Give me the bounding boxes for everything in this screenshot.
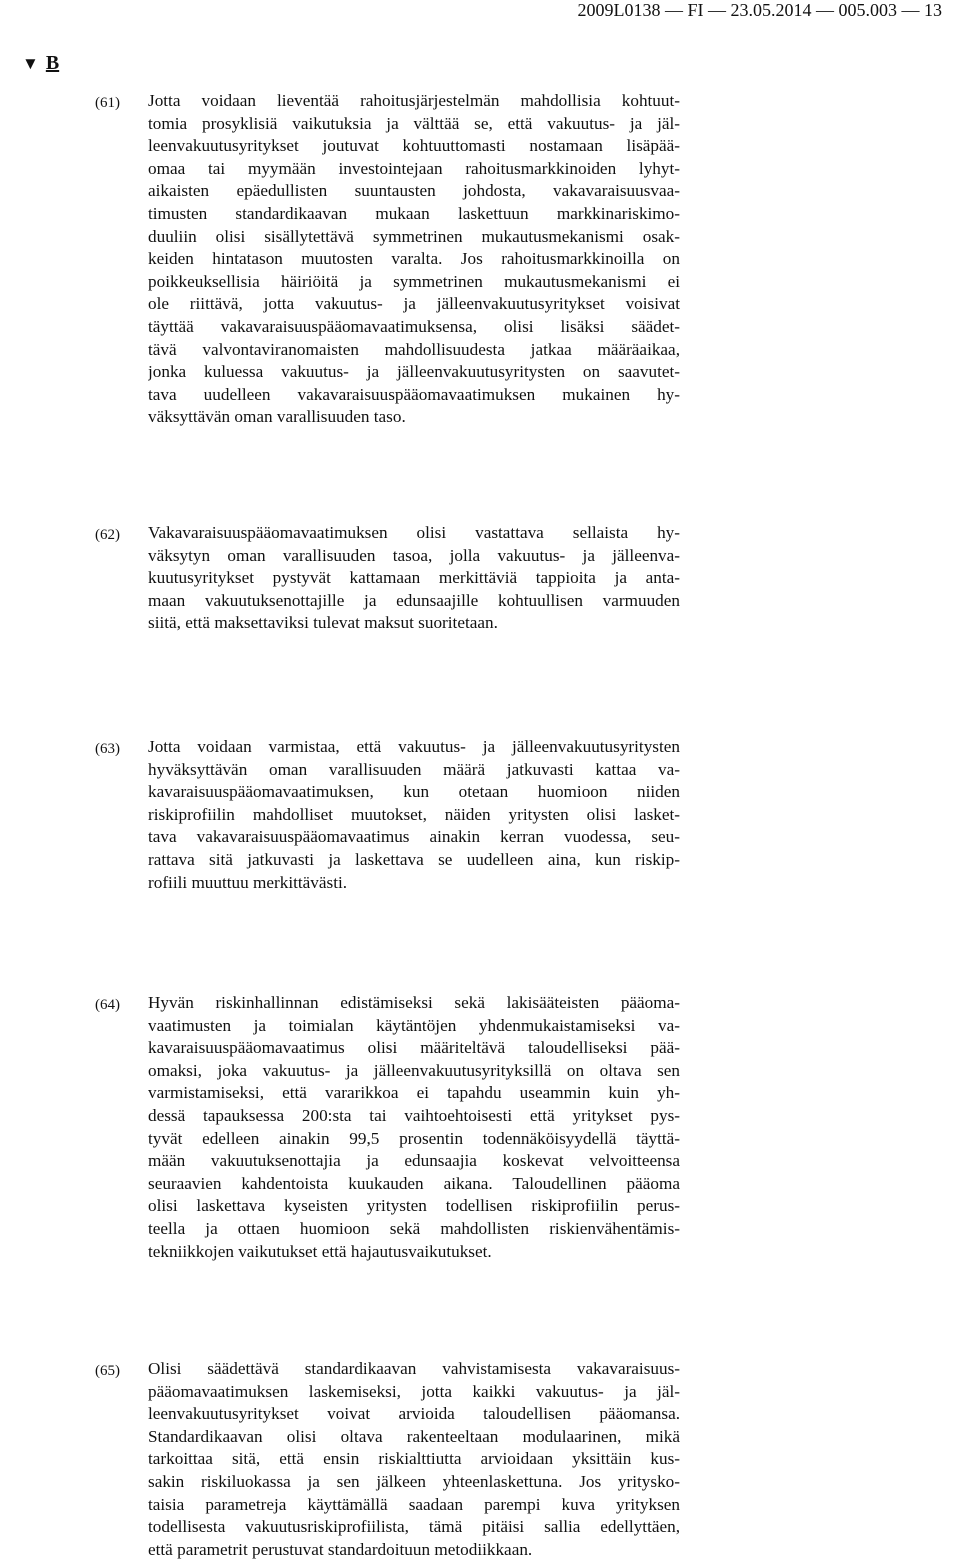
- recital-number: (63): [95, 741, 120, 757]
- text-line: omaksi, joka vakuutus- ja jälleenvakuutusyrityksillä on oltava sen: [148, 1060, 680, 1080]
- text-line: Standardikaavan olisi oltava rakenteeltaan modulaarinen, mikä: [148, 1426, 680, 1446]
- text-line: kavaraisuuspääomavaatimuksen, kun otetaan huomioon niiden: [148, 782, 680, 802]
- text-line: tekniikkojen vaikutukset että hajautusvaikutukset.: [148, 1241, 492, 1261]
- text-line: leenvakuutusyritykset joutuvat kohtuuttomasti nostamaan lisäpää-: [148, 136, 680, 156]
- text-line: varmistamiseksi, että vararikkoa ei tapahdu useammin kuin yh-: [148, 1083, 680, 1103]
- recital-text: [148, 992, 680, 1263]
- text-line: aikaisten epäedullisten suuntausten johdosta, vakavaraisuusvaa-: [148, 181, 680, 201]
- text-line: tomia prosyklisiä vaikutuksia ja välttää se, että vakuutus- ja jäl-: [148, 113, 680, 133]
- text-line: ole riittävä, jotta vakuutus- ja jälleenvakuutusyritykset voisivat: [148, 294, 680, 314]
- text-line: tävä valvontaviranomaisten mahdollisuudesta jatkaa määräaikaa,: [148, 339, 680, 359]
- text-line: tava vakavaraisuuspääomavaatimus ainakin kerran vuodessa, seu-: [148, 827, 680, 847]
- text-line: todellisesta vakuutusriskiprofiilista, tämä pitäisi sallia edellyttäen,: [148, 1517, 680, 1537]
- recital-text: [148, 1358, 680, 1561]
- text-line: kavaraisuuspääomavaatimus olisi määriteltävä taloudelliseksi pää-: [148, 1038, 680, 1058]
- text-line: väksytyn oman varallisuuden tasoa, jolla vakuutus- ja jälleenva-: [148, 545, 680, 565]
- text-line: taisia parametreja käyttämällä saadaan parempi kuva yrityksen: [148, 1494, 680, 1514]
- amendment-code-link[interactable]: B: [45, 52, 60, 74]
- text-line: väksyttävän oman varallisuuden taso.: [148, 407, 406, 427]
- recital-number: (62): [95, 527, 120, 543]
- text-line: Hyvän riskinhallinnan edistämiseksi sekä lakisääteisten pääoma-: [148, 993, 680, 1012]
- text-line: duuliin olisi sisällytettävä symmetrinen mukautusmekanismi osak-: [148, 226, 680, 246]
- text-line: seuraavien kahdentoista kuukauden aikana. Taloudellinen pääoma: [148, 1173, 680, 1193]
- text-line: rofiili muuttuu merkittävästi.: [148, 872, 348, 892]
- text-line: keiden hintatason muutosten varalta. Jos rahoitusmarkkinoilla on: [148, 249, 680, 269]
- text-line: riskiprofiilin mahdolliset muutokset, näiden yritysten olisi lasket-: [148, 804, 680, 824]
- text-line: Jotta voidaan lieventää rahoitusjärjestelmän mahdollisia kohtuut-: [148, 91, 680, 110]
- text-line: Olisi säädettävä standardikaavan vahvistamisesta vakavaraisuus-: [148, 1359, 680, 1378]
- text-line: siitä, että maksettaviksi tulevat maksut suoritetaan.: [148, 613, 498, 633]
- text-line: jonka kuluessa vakuutus- ja jälleenvakuutusyritysten on saavutet-: [148, 362, 680, 382]
- text-line: kuutusyritykset pystyvät kattamaan merkittäviä tappioita ja anta-: [148, 568, 680, 588]
- text-line: maan vakuutuksenottajille ja edunsaajille kohtuullisen varmuuden: [148, 590, 680, 610]
- text-line: hyväksyttävän oman varallisuuden määrä jatkuvasti kattaa va-: [148, 759, 680, 779]
- recital-text: [148, 736, 680, 894]
- recital-text: [148, 90, 680, 429]
- text-line: omaa tai myymään investointejaan rahoitusmarkkinoiden lyhyt-: [148, 158, 680, 178]
- text-line: tava uudelleen vakavaraisuuspääomavaatimuksen mukainen hy-: [148, 384, 680, 404]
- recital-number: (65): [95, 1363, 120, 1379]
- recital-text: [148, 522, 680, 635]
- page-header: 2009L0138 — FI — 23.05.2014 — 005.003 — 13: [577, 0, 942, 20]
- text-line: rattava sitä jatkuvasti ja laskettava se uudelleen aina, kun riskip-: [148, 849, 680, 869]
- recital-number: (64): [95, 997, 120, 1013]
- text-line: dessä tapauksessa 200:sta tai vaihtoehtoisesti että yritykset pys-: [148, 1105, 680, 1125]
- text-line: pääomavaatimuksen laskemiseksi, jotta kaikki vakuutus- ja jäl-: [148, 1381, 680, 1401]
- text-line: mään vakuutuksenottajia ja edunsaajia koskevat velvoitteensa: [148, 1151, 680, 1171]
- text-line: poikkeuksellisia häiriöitä ja symmetrinen mukautusmekanismi ei: [148, 271, 680, 291]
- text-line: timusten standardikaavan mukaan laskettuun markkinariskimo-: [148, 203, 680, 223]
- text-line: sakin riskiluokassa ja sen jälkeen yhteenlaskettuna. Jos yritysko-: [148, 1471, 680, 1491]
- text-line: olisi laskettava kyseisten yritysten todellisen riskiprofiilin perus-: [148, 1196, 680, 1216]
- text-line: teella ja ottaen huomioon sekä mahdollisten riskienvähentämis-: [148, 1218, 680, 1238]
- text-line: Jotta voidaan varmistaa, että vakuutus- ja jälleenvakuutusyritysten: [148, 737, 680, 756]
- text-line: täyttää vakavaraisuuspääomavaatimuksensa, olisi lisäksi säädet-: [148, 316, 680, 336]
- text-line: että parametrit perustuvat standardoituun metodiikkaan.: [148, 1539, 533, 1559]
- recital-number: (61): [95, 95, 120, 111]
- triangle-down-icon: ▼: [22, 54, 39, 73]
- text-line: Vakavaraisuuspääomavaatimuksen olisi vastattava sellaista hy-: [148, 523, 680, 542]
- text-line: vaatimusten ja toimialan käytäntöjen yhdenmukaistamiseksi va-: [148, 1015, 680, 1035]
- text-line: leenvakuutusyritykset voivat arvioida taloudellisen pääomansa.: [148, 1404, 680, 1424]
- text-line: tarkoittaa sitä, että ensin riskialttiutta arvioidaan yksittäin kus-: [148, 1449, 680, 1469]
- text-line: tyvät edelleen ainakin 99,5 prosentin todennäköisyydellä täyttä-: [148, 1128, 680, 1148]
- amendment-marker: [22, 50, 59, 77]
